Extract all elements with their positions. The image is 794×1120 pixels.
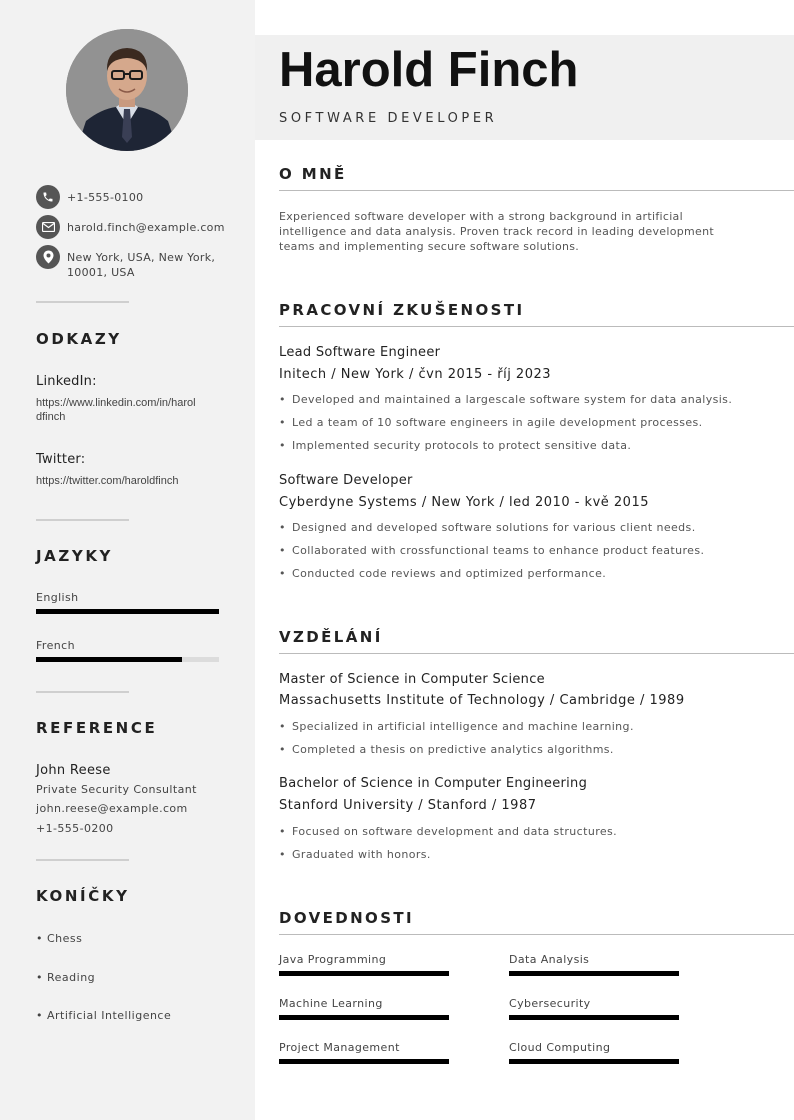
job-bullet: • Led a team of 10 software engineers in agile development processes.: [279, 416, 703, 429]
degree-bullet: • Graduated with honors.: [279, 848, 431, 861]
reference-phone: +1-555-0200: [36, 822, 114, 835]
experience-heading: PRACOVNÍ ZKUŠENOSTI: [279, 301, 525, 319]
languages-heading: JAZYKY: [36, 547, 114, 565]
skill-level-bar: [279, 1015, 449, 1020]
about-heading: O MNĚ: [279, 165, 347, 183]
avatar-photo: [66, 29, 188, 151]
address-line-2: 10001, USA: [67, 266, 135, 279]
education-heading: VZDĚLÁNÍ: [279, 628, 383, 646]
about-text: [279, 209, 749, 254]
address-line-1: New York, USA, New York,: [67, 251, 216, 264]
contact-phone: [36, 185, 143, 209]
twitter-url[interactable]: https://twitter.com/haroldfinch: [36, 475, 179, 487]
hobby-text: Chess: [47, 932, 83, 945]
skill-name: Java Programming: [279, 953, 387, 966]
skill-name: Project Management: [279, 1041, 400, 1054]
divider: [36, 691, 129, 693]
reference-title: Private Security Consultant: [36, 783, 197, 796]
job-title: Lead Software Engineer: [279, 345, 441, 360]
skill-level-bar: [509, 971, 679, 976]
language-level-bar: [36, 609, 219, 614]
degree-title: Master of Science in Computer Science: [279, 672, 545, 687]
skill-level-bar: [279, 1059, 449, 1064]
skill-name: Cloud Computing: [509, 1041, 611, 1054]
section-rule: [279, 653, 794, 654]
job-bullet: • Conducted code reviews and optimized performance.: [279, 567, 607, 580]
degree-title: Bachelor of Science in Computer Engineering: [279, 776, 588, 791]
job-bullet: • Collaborated with crossfunctional teams to enhance product features.: [279, 544, 705, 557]
job-subtitle: Initech / New York / čvn 2015 - říj 2023: [279, 367, 552, 382]
bullet-text: Designed and developed software solutions for various client needs.: [292, 521, 696, 534]
language-name: English: [36, 591, 79, 604]
linkedin-url-line-2[interactable]: dfinch: [36, 411, 66, 423]
degree-bullet: • Focused on software development and data structures.: [279, 825, 618, 838]
skill-level-fill: [509, 1059, 679, 1064]
skill-name: Machine Learning: [279, 997, 383, 1010]
hobby-text: Reading: [47, 971, 96, 984]
bullet-text: Completed a thesis on predictive analytics algorithms.: [292, 743, 614, 756]
job-subtitle: Cyberdyne Systems / New York / led 2010 - kvě 2015: [279, 495, 649, 510]
reference-heading: REFERENCE: [36, 719, 158, 737]
language-name: French: [36, 639, 75, 652]
about-line: intelligence and data analysis. Proven track record in leading development: [279, 225, 714, 238]
twitter-label: Twitter:: [36, 452, 86, 467]
bullet-text: Conducted code reviews and optimized performance.: [292, 567, 607, 580]
skill-level-fill: [279, 971, 449, 976]
divider: [36, 859, 129, 861]
linkedin-label: LinkedIn:: [36, 374, 97, 389]
bullet-text: Implemented security protocols to protect sensitive data.: [292, 439, 632, 452]
location-pin-icon: [36, 245, 60, 269]
hobby-text: Artificial Intelligence: [47, 1009, 172, 1022]
skill-level-fill: [509, 971, 679, 976]
degree-bullet: • Specialized in artificial intelligence and machine learning.: [279, 720, 634, 733]
about-line: teams and implementing secure software solutions.: [279, 240, 580, 253]
bullet-text: Graduated with honors.: [292, 848, 431, 861]
person-name: Harold Finch: [279, 43, 579, 97]
contact-address: [36, 245, 215, 280]
bullet-text: Led a team of 10 software engineers in agile development processes.: [292, 416, 703, 429]
language-level-fill: [36, 657, 182, 662]
linkedin-url-line-1[interactable]: https://www.linkedin.com/in/harol: [36, 397, 196, 409]
phone-icon: [36, 185, 60, 209]
hobby-item: • Chess: [36, 932, 83, 945]
hobbies-heading: KONÍČKY: [36, 887, 130, 905]
hobby-item: • Artificial Intelligence: [36, 1009, 172, 1022]
job-title: Software Developer: [279, 473, 413, 488]
linkedin-url[interactable]: [36, 396, 221, 424]
degree-subtitle: Stanford University / Stanford / 1987: [279, 798, 537, 813]
language-level-fill: [36, 609, 219, 614]
skills-heading: DOVEDNOSTI: [279, 909, 415, 927]
bullet-text: Developed and maintained a largescale software system for data analysis.: [292, 393, 733, 406]
section-rule: [279, 934, 794, 935]
envelope-icon: [36, 215, 60, 239]
section-rule: [279, 190, 794, 191]
links-heading: ODKAZY: [36, 330, 122, 348]
skill-name: Data Analysis: [509, 953, 590, 966]
job-bullet: • Implemented security protocols to protect sensitive data.: [279, 439, 632, 452]
skill-level-bar: [509, 1015, 679, 1020]
address-text: [67, 250, 215, 280]
skill-level-fill: [279, 1059, 449, 1064]
degree-bullet: • Completed a thesis on predictive analytics algorithms.: [279, 743, 614, 756]
bullet-text: Collaborated with crossfunctional teams to enhance product features.: [292, 544, 705, 557]
skill-level-bar: [509, 1059, 679, 1064]
job-bullet: • Developed and maintained a largescale software system for data analysis.: [279, 393, 733, 406]
divider: [36, 519, 129, 521]
section-rule: [279, 326, 794, 327]
job-bullet: • Designed and developed software solutions for various client needs.: [279, 521, 696, 534]
phone-text: +1-555-0100: [67, 191, 144, 204]
skill-level-fill: [279, 1015, 449, 1020]
degree-subtitle: Massachusetts Institute of Technology / Cambridge / 1989: [279, 693, 685, 708]
language-level-bar: [36, 657, 219, 662]
bullet-text: Specialized in artificial intelligence and machine learning.: [292, 720, 634, 733]
email-text: harold.finch@example.com: [67, 221, 225, 234]
bullet-text: Focused on software development and data structures.: [292, 825, 618, 838]
divider: [36, 301, 129, 303]
person-role: SOFTWARE DEVELOPER: [279, 111, 498, 126]
skill-level-fill: [509, 1015, 679, 1020]
reference-name: John Reese: [36, 763, 111, 778]
reference-email[interactable]: john.reese@example.com: [36, 802, 188, 815]
avatar: [66, 29, 188, 151]
about-line: Experienced software developer with a strong background in artificial: [279, 210, 683, 223]
skill-level-bar: [279, 971, 449, 976]
skill-name: Cybersecurity: [509, 997, 591, 1010]
hobby-item: • Reading: [36, 971, 96, 984]
contact-email: [36, 215, 225, 239]
